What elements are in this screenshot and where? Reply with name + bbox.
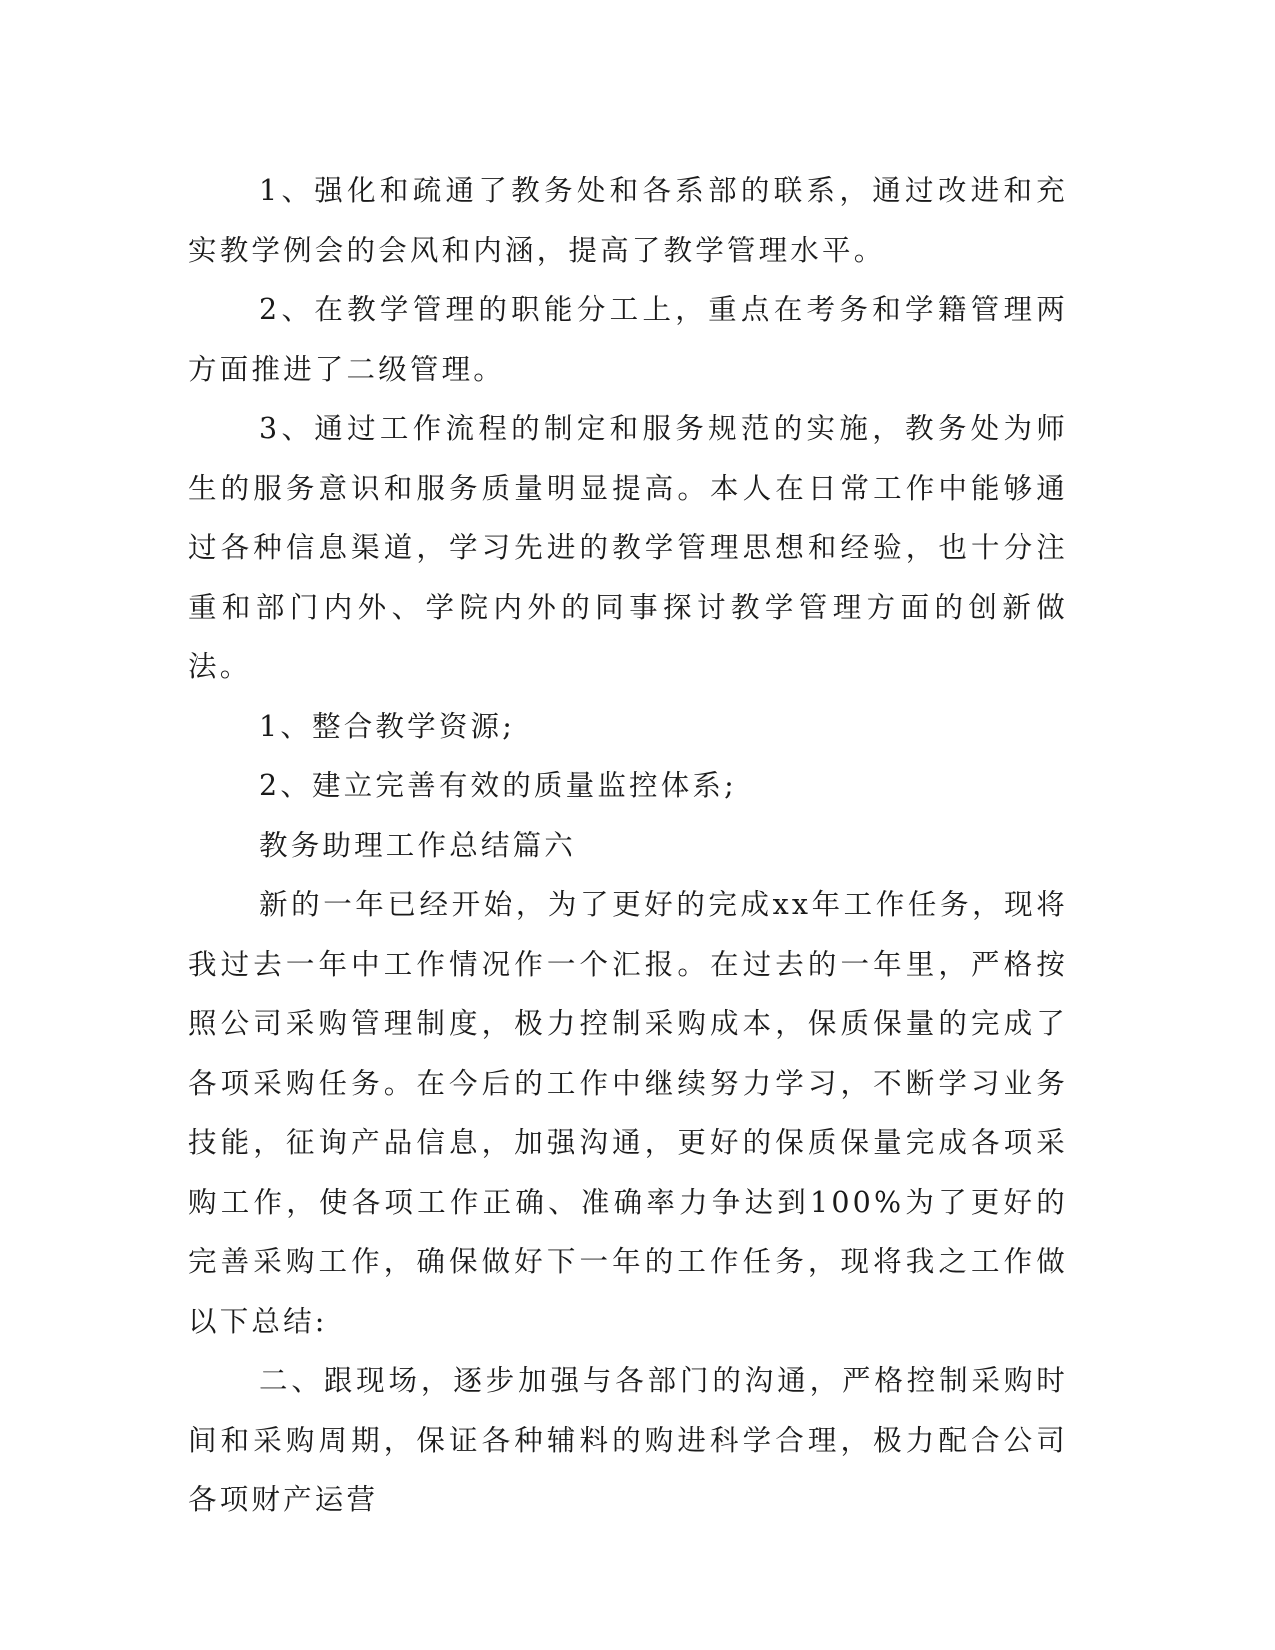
paragraph-item-2: 2、在教学管理的职能分工上，重点在考务和学籍管理两方面推进了二级管理。 bbox=[188, 293, 1068, 386]
list-item-2: 2、建立完善有效的质量监控体系; bbox=[259, 769, 737, 802]
section-heading: 教务助理工作总结篇六 bbox=[259, 828, 577, 862]
paragraph-item-3: 3、通过工作流程的制定和服务规范的实施，教务处为师生的服务意识和服务质量明显提高。本人在日常工作中能够通过各种信息渠道，学习先进的教学管理思想和经验，也十分注重和部门内外、学院内外的同事探讨教学管理方面的创新做法。 bbox=[188, 412, 1068, 683]
document-body bbox=[188, 161, 1068, 1530]
list-item-1: 1、整合教学资源; bbox=[259, 709, 516, 743]
paragraph-item-1: 1、强化和疏通了教务处和各系部的联系，通过改进和充实教学例会的会风和内涵，提高了教学管理水平。 bbox=[188, 174, 1068, 267]
paragraph-intro: 新的一年已经开始，为了更好的完成xx年工作任务，现将我过去一年中工作情况作一个汇报。在过去的一年里，严格按照公司采购管理制度，极力控制采购成本，保质保量的完成了各项采购任务。在今后的工作中继续努力学习，不断学习业务技能，征询产品信息，加强沟通，更好的保质保量完成各项采购工作，使各项工作正确、准确率力争达到100%为了更好的完善采购工作，确保做好下一年的工作任务，现将我之工作做以下总结: bbox=[188, 888, 1068, 1338]
paragraph-section-two: 二、跟现场，逐步加强与各部门的沟通，严格控制采购时间和采购周期，保证各种辅料的购进科学合理，极力配合公司各项财产运营 bbox=[188, 1364, 1068, 1516]
